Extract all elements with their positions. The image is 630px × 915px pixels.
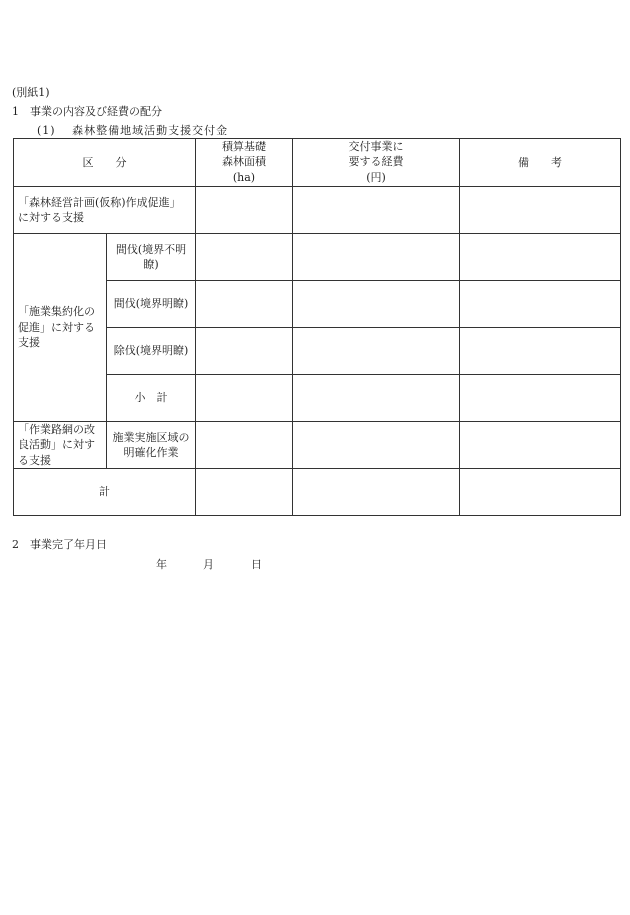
cell-area[interactable]	[196, 422, 293, 469]
table-row	[14, 234, 621, 281]
row-boundary-work: 施業実施区域の明確化作業	[107, 422, 196, 469]
cell-remarks[interactable]	[460, 422, 621, 469]
row-total: 計	[14, 469, 196, 516]
cell-area[interactable]	[196, 187, 293, 234]
cell-cost[interactable]	[293, 422, 460, 469]
row-thinning-clear: 間伐(境界明瞭)	[107, 281, 196, 328]
row-road-group: 「作業路網の改良活動」に対する支援	[14, 422, 107, 469]
cell-area[interactable]	[196, 281, 293, 328]
table-row	[14, 469, 621, 516]
cell-area[interactable]	[196, 234, 293, 281]
cell-remarks[interactable]	[460, 187, 621, 234]
expense-table	[13, 138, 621, 516]
row-weeding-clear: 除伐(境界明瞭)	[107, 328, 196, 375]
cell-cost[interactable]	[293, 234, 460, 281]
subsection-1-heading: (1) 森林整備地域活動支援交付金	[37, 124, 229, 137]
cell-cost[interactable]	[293, 328, 460, 375]
month-label: 月	[203, 558, 214, 571]
cell-area[interactable]	[196, 469, 293, 516]
header-category: 区 分	[14, 139, 196, 187]
cell-remarks[interactable]	[460, 234, 621, 281]
row-consolidation-group: 「施業集約化の促進」に対する支援	[14, 234, 107, 422]
section-1-heading: 1 事業の内容及び経費の配分	[12, 105, 162, 118]
cell-remarks[interactable]	[460, 469, 621, 516]
cell-area[interactable]	[196, 328, 293, 375]
year-label: 年	[156, 558, 167, 571]
table-row	[14, 422, 621, 469]
cell-area[interactable]	[196, 375, 293, 422]
cell-remarks[interactable]	[460, 281, 621, 328]
row-thinning-unclear: 間伐(境界不明瞭)	[107, 234, 196, 281]
day-label: 日	[251, 558, 262, 571]
table-header-row	[14, 139, 621, 187]
cell-remarks[interactable]	[460, 375, 621, 422]
section-2-heading: 2 事業完了年月日	[12, 538, 107, 551]
header-area: 積算基礎 森林面積 (ha)	[196, 139, 293, 187]
header-remarks: 備 考	[460, 139, 621, 187]
header-cost: 交付事業に 要する経費 (円)	[293, 139, 460, 187]
row-subtotal: 小 計	[107, 375, 196, 422]
attachment-label: (別紙1)	[12, 86, 50, 99]
cell-cost[interactable]	[293, 187, 460, 234]
table-row	[14, 187, 621, 234]
cell-cost[interactable]	[293, 469, 460, 516]
cell-cost[interactable]	[293, 375, 460, 422]
cell-remarks[interactable]	[460, 328, 621, 375]
row-plan-support: 「森林経営計画(仮称)作成促進」に対する支援	[14, 187, 196, 234]
cell-cost[interactable]	[293, 281, 460, 328]
